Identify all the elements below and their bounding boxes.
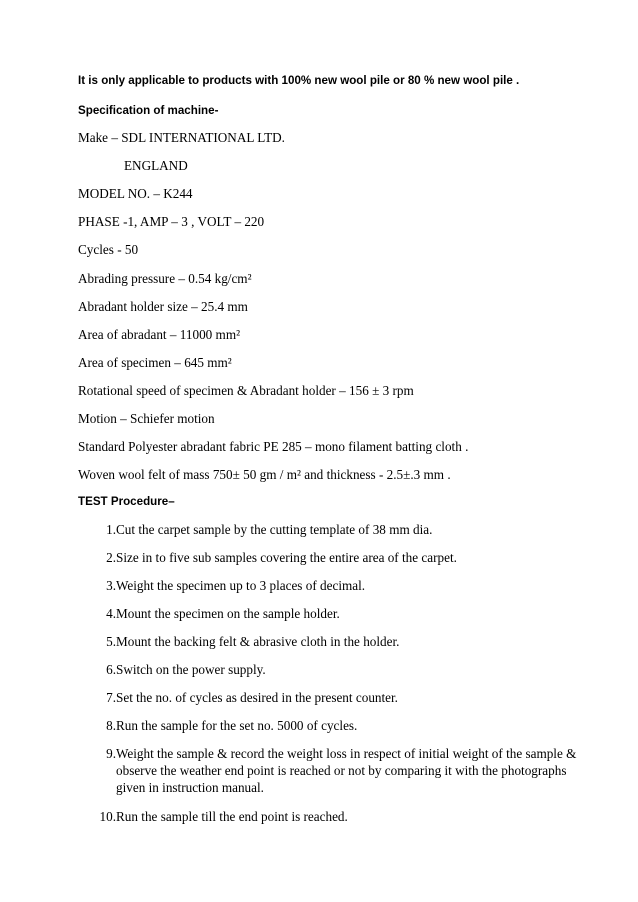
- step-number: 8.: [106, 718, 116, 733]
- step-number: 10.: [99, 809, 116, 824]
- step-text: Mount the backing felt & abrasive cloth in the holder.: [116, 634, 400, 649]
- spec-model: MODEL NO. – K244: [78, 186, 193, 201]
- step-number: 1.: [106, 522, 116, 537]
- spec-electrical: PHASE -1, AMP – 3 , VOLT – 220: [78, 214, 265, 229]
- step-text: Cut the carpet sample by the cutting template of 38 mm dia.: [116, 522, 433, 537]
- spec-specimen-area: Area of specimen – 645 mm²: [78, 355, 232, 370]
- spec-holder-size: Abradant holder size – 25.4 mm: [78, 299, 248, 314]
- step-number: 4.: [106, 606, 116, 621]
- spec-country: ENGLAND: [124, 158, 188, 173]
- spec-make: Make – SDL INTERNATIONAL LTD.: [78, 130, 285, 145]
- spec-abradant-area: Area of abradant – 11000 mm²: [78, 327, 241, 342]
- step-text: Weight the specimen up to 3 places of decimal.: [116, 578, 366, 593]
- step-number: 2.: [106, 550, 116, 565]
- step-text: Size in to five sub samples covering the entire area of the carpet.: [116, 550, 457, 565]
- step-text: Run the sample for the set no. 5000 of cycles.: [116, 718, 358, 733]
- spec-rotational-speed: Rotational speed of specimen & Abradant holder – 156 ± 3 rpm: [78, 383, 414, 398]
- test-heading: TEST Procedure–: [78, 495, 175, 508]
- step-text: Set the no. of cycles as desired in the present counter.: [116, 690, 398, 705]
- spec-cycles: Cycles - 50: [78, 242, 139, 257]
- step-number: 5.: [106, 634, 116, 649]
- step-number: 9.: [106, 746, 116, 761]
- step-number: 7.: [106, 690, 116, 705]
- spec-abradant-fabric: Standard Polyester abradant fabric PE 285 – mono filament batting cloth .: [78, 439, 469, 454]
- spec-pressure: Abrading pressure – 0.54 kg/cm²: [78, 271, 252, 286]
- step-number: 3.: [106, 578, 116, 593]
- spec-motion: Motion – Schiefer motion: [78, 411, 215, 426]
- spec-felt: Woven wool felt of mass 750± 50 gm / m² and thickness - 2.5±.3 mm .: [78, 467, 451, 482]
- spec-heading: Specification of machine-: [78, 104, 219, 117]
- step-text: Weight the sample & record the weight loss in respect of initial weight of the sample & observe the weather end point is reached or not by comparing it with the photographs given in instruction manual.: [116, 746, 577, 795]
- step-text: Mount the specimen on the sample holder.: [116, 606, 340, 621]
- step-text: Run the sample till the end point is reached.: [116, 809, 348, 824]
- step-text: Switch on the power supply.: [116, 662, 266, 677]
- intro-text: It is only applicable to products with 100% new wool pile or 80 % new wool pile .: [78, 74, 520, 87]
- step-number: 6.: [106, 662, 116, 677]
